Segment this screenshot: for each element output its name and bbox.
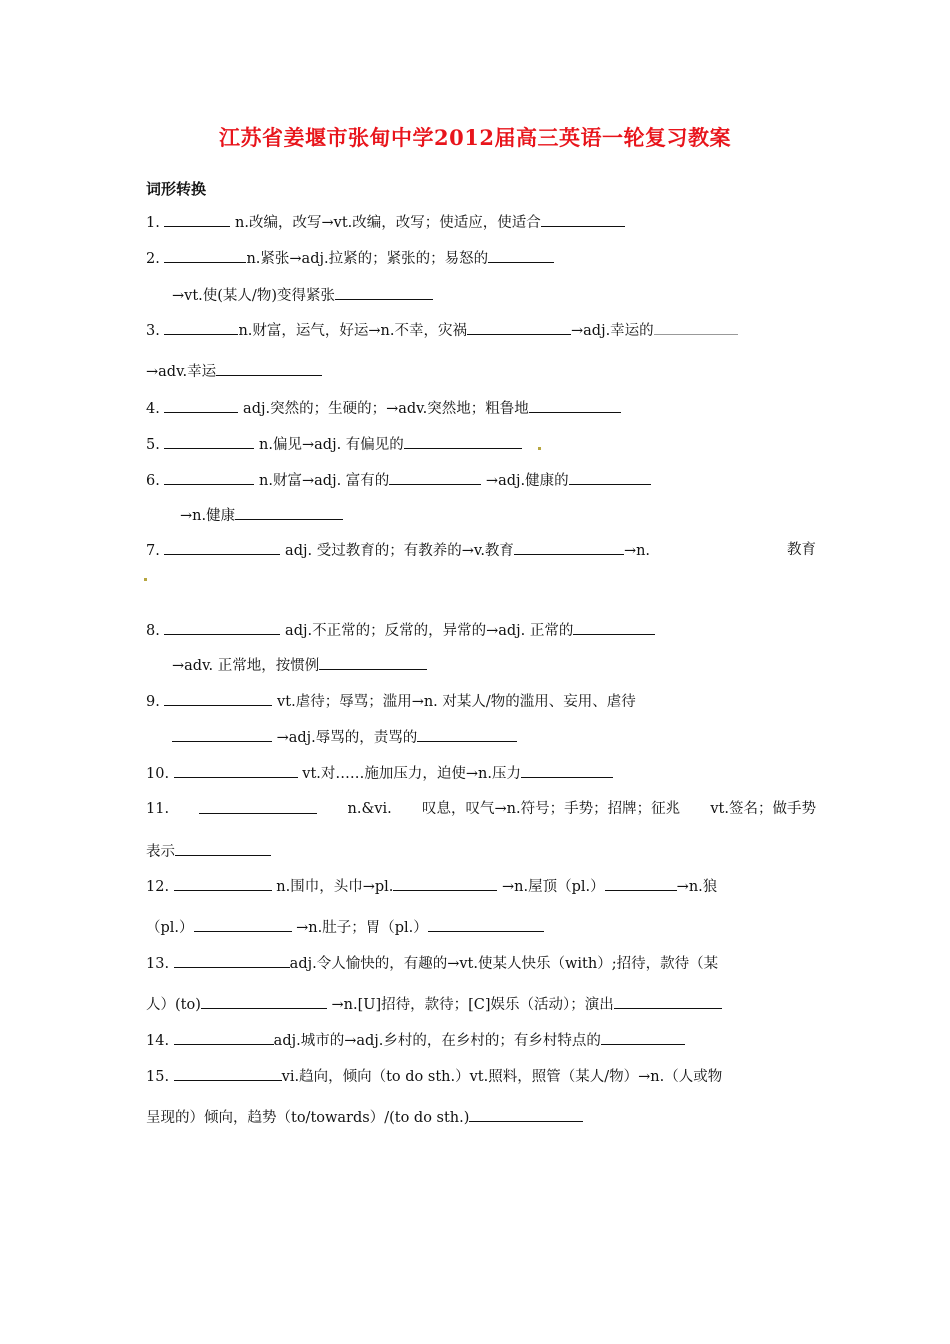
- item-text: n.财富，运气，好运→n.不幸，灾祸: [238, 323, 467, 339]
- exercise-line-11: [146, 799, 816, 819]
- exercise-line-8: [146, 620, 816, 641]
- answer-blank[interactable]: [164, 212, 230, 227]
- item-number: 5.: [146, 437, 165, 453]
- item-number: 11.: [146, 801, 170, 817]
- item-number: 2.: [146, 251, 165, 267]
- exercise-line-1: [146, 212, 816, 233]
- item-number: 6.: [146, 473, 165, 489]
- item-text: →n.: [623, 543, 651, 559]
- item-number: 15.: [146, 1069, 174, 1085]
- answer-blank[interactable]: [521, 763, 613, 778]
- item-text: →adj.幸运的: [571, 323, 654, 339]
- answer-blank[interactable]: [573, 620, 655, 635]
- answer-blank[interactable]: [417, 727, 517, 742]
- answer-blank[interactable]: [164, 470, 254, 485]
- item-text: adj.城市的→adj.乡村的，在乡村的；有乡村特点的: [273, 1033, 601, 1049]
- item-text: →adj.健康的: [481, 473, 569, 489]
- item-number: 8.: [146, 623, 165, 639]
- exercise-line-2: [146, 248, 816, 269]
- answer-blank[interactable]: [404, 434, 522, 449]
- answer-blank[interactable]: [216, 361, 322, 376]
- answer-blank[interactable]: [541, 212, 625, 227]
- answer-blank[interactable]: [529, 398, 621, 413]
- item-number: 7.: [146, 543, 165, 559]
- exercise-line-14: [146, 1030, 816, 1051]
- item-text: →adv.幸运: [146, 364, 217, 380]
- item-text: →adj.辱骂的，责骂的: [272, 730, 418, 746]
- item-number: 9.: [146, 694, 165, 710]
- exercise-line-4: [146, 398, 816, 419]
- exercise-line-13b: [146, 994, 816, 1015]
- item-text: vi.趋向，倾向（to do sth.）vt.照料，照管（某人/物）→n.（人或物: [281, 1069, 723, 1085]
- item-text: vt.虐待；辱骂；滥用→n. 对某人/物的滥用、妄用、虐待: [272, 694, 636, 710]
- answer-blank[interactable]: [201, 994, 327, 1009]
- answer-blank[interactable]: [488, 248, 554, 263]
- answer-blank[interactable]: [172, 727, 272, 742]
- exercise-line-3b: [146, 361, 816, 382]
- item-number: 3.: [146, 323, 165, 339]
- item-text: vt.签名；做手势: [710, 801, 816, 817]
- exercise-line-15b: [146, 1107, 816, 1128]
- exercise-line-13: [146, 953, 816, 974]
- answer-blank[interactable]: [235, 505, 343, 520]
- answer-blank[interactable]: [164, 398, 238, 413]
- item-number: 12.: [146, 879, 174, 895]
- answer-blank[interactable]: [194, 917, 292, 932]
- stray-mark: [144, 578, 147, 581]
- answer-blank[interactable]: [199, 799, 317, 814]
- exercise-line-11b: [146, 841, 816, 862]
- answer-blank[interactable]: [605, 876, 677, 891]
- answer-blank[interactable]: [614, 994, 722, 1009]
- item-text: n.改编，改写→vt.改编，改写；使适应，使适合: [230, 215, 541, 231]
- answer-blank[interactable]: [569, 470, 651, 485]
- item-text: adj.令人愉快的，有趣的→vt.使某人快乐（with）;招待，款待（某: [289, 956, 719, 972]
- item-text: →adv. 正常地，按惯例: [172, 658, 320, 674]
- item-text: n.紧张→adj.拉紧的；紧张的；易怒的: [246, 251, 489, 267]
- exercise-line-10: [146, 763, 816, 784]
- item-number: 4.: [146, 401, 165, 417]
- exercise-line-12: [146, 876, 816, 897]
- item-text: n.&vi.: [347, 801, 392, 817]
- exercise-line-8b: [172, 655, 842, 676]
- item-text: 人）(to): [146, 997, 201, 1013]
- item-text: n.围巾，头巾→pl.: [271, 879, 394, 895]
- item-text: →vt.使(某人/物)变得紧张: [172, 288, 335, 304]
- item-number: 1.: [146, 215, 165, 231]
- exercise-line-7: [146, 540, 816, 561]
- answer-blank[interactable]: [164, 620, 280, 635]
- exercise-line-15: [146, 1066, 816, 1087]
- answer-blank[interactable]: [654, 320, 738, 335]
- answer-blank[interactable]: [514, 540, 624, 555]
- answer-blank[interactable]: [319, 655, 427, 670]
- exercise-line-9b: [172, 727, 842, 748]
- exercise-line-12b: [146, 917, 816, 938]
- answer-blank[interactable]: [469, 1107, 583, 1122]
- item-text: n.偏见→adj. 有偏见的: [254, 437, 404, 453]
- exercise-line-5: [146, 434, 816, 455]
- item-text: adj.突然的；生硬的；→adv.突然地；粗鲁地: [238, 401, 529, 417]
- item-text: 表示: [146, 844, 175, 860]
- exercise-line-6: [146, 470, 816, 491]
- answer-blank[interactable]: [174, 876, 272, 891]
- item-text: adj. 受过教育的；有教养的→v.教育: [280, 543, 514, 559]
- exercise-line-2b: [172, 285, 842, 306]
- answer-blank[interactable]: [174, 1066, 282, 1081]
- answer-blank[interactable]: [174, 763, 298, 778]
- answer-blank[interactable]: [389, 470, 481, 485]
- answer-blank[interactable]: [601, 1030, 685, 1045]
- item-text: →n.健康: [180, 508, 236, 524]
- exercise-line-6b: [180, 505, 850, 526]
- answer-blank[interactable]: [428, 917, 544, 932]
- item-text: →n.狼: [676, 879, 718, 895]
- item-text: vt.对……施加压力，迫使→n.压力: [297, 766, 522, 782]
- answer-blank[interactable]: [164, 691, 272, 706]
- item-text: 呈现的）倾向，趋势（to/towards）/(to do sth.): [146, 1110, 470, 1126]
- item-text: →n.[U]招待，款待；[C]娱乐（活动）；演出: [326, 997, 614, 1013]
- stray-mark: [538, 447, 541, 450]
- answer-blank[interactable]: [164, 434, 254, 449]
- answer-blank[interactable]: [335, 285, 433, 300]
- answer-blank[interactable]: [467, 320, 571, 335]
- item-text: n.财富→adj. 富有的: [254, 473, 390, 489]
- item-text: adj.不正常的；反常的，异常的→adj. 正常的: [280, 623, 574, 639]
- answer-blank[interactable]: [164, 320, 238, 335]
- answer-blank[interactable]: [174, 1030, 274, 1045]
- answer-blank[interactable]: [164, 540, 280, 555]
- answer-blank[interactable]: [164, 248, 246, 263]
- exercise-line-9: [146, 691, 816, 712]
- item-text: →n.肚子；胃（pl.）: [291, 920, 428, 936]
- answer-blank[interactable]: [393, 876, 497, 891]
- item-number: 14.: [146, 1033, 174, 1049]
- item-text: 教育: [787, 542, 816, 558]
- answer-blank[interactable]: [174, 953, 290, 968]
- item-number: 10.: [146, 766, 174, 782]
- item-text: →n.屋顶（pl.）: [497, 879, 605, 895]
- answer-blank[interactable]: [175, 841, 271, 856]
- item-text: （pl.）: [146, 920, 194, 936]
- document-title: 江苏省姜堰市张甸中学2012届高三英语一轮复习教案: [219, 125, 731, 150]
- exercise-line-3: [146, 320, 816, 341]
- item-text: 叹息，叹气→n.符号；手势；招牌；征兆: [422, 801, 681, 817]
- item-number: 13.: [146, 956, 174, 972]
- section-heading: 词形转换: [146, 180, 207, 198]
